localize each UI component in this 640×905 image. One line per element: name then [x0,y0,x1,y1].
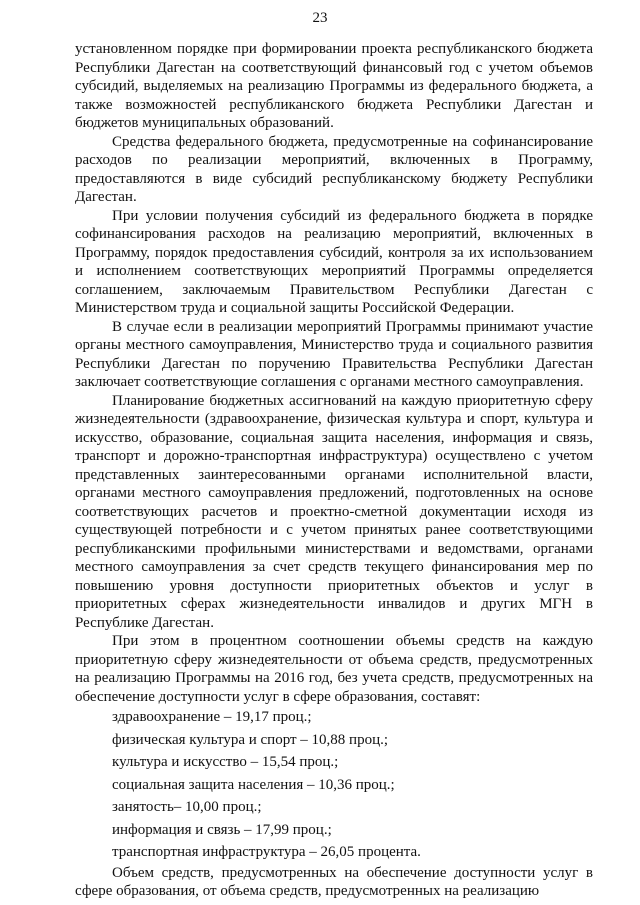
paragraph-6: При этом в процентном соотношении объемы средств на каждую приоритетную сферу жизнедеятельности от объема средств, предусмотренных на реализацию Программы на 2016 год, без учета средств, предусмотренных на обеспечение доступности услуг в сфере образования, составят: [75,633,593,705]
list-item: социальная защита населения – 10,36 проц.; [112,776,395,793]
paragraph-5: Планирование бюджетных ассигнований на каждую приоритетную сферу жизнедеятельности (здравоохранение, физическая культура и спорт, культура и искусство, образование, социальная защита населения, информация и связь, транспорт и дорожно-транспортная инфраструктура) осуществлено с учетом представленных заинтересованными органами исполнительной власти, органами местного самоуправления предложений, подготовленных на основе соответствующих расчетов и проектно-сметной документации исходя из существующей потребности и с учетом принятых ранее соответствующими республиканскими профильными министерствами и ведомствами, органами местного самоуправления за счет средств текущего финансирования мер по повышению уровня доступности приоритетных объектов и услуг в приоритетных сферах жизнедеятельности инвалидов и других МГН в Республике Дагестан. [75,392,593,631]
list-item: транспортная инфраструктура – 26,05 процента. [112,844,421,860]
list-item: информация и связь – 17,99 проц.; [112,821,332,838]
paragraph-1: установленном порядке при формировании проекта республиканского бюджета Республики Дагестан на соответствующий финансовый год с учетом объемов субсидий, выделяемых на реализацию Программы из федерального бюджета, а также возможностей республиканского бюджета Республики Дагестан и бюджетов муниципальных образований. [75,41,593,131]
page-number: 23 [312,10,328,26]
paragraph-4: В случае если в реализации мероприятий Программы принимают участие органы местного самоуправления, Министерство труда и социального развития Республики Дагестан по поручению Правительства Республики Дагестан заключает соответствующие соглашения с органами местного самоуправления. [75,318,593,390]
closing-paragraph: Объем средств, предусмотренных на обеспечение доступности услуг в сфере образования, от объема средств, предусмотренных на реализацию [75,864,593,899]
document-body [75,40,593,901]
paragraph-3: При условии получения субсидий из федерального бюджета в порядке софинансирования расходов на реализацию мероприятий, включенных в Программу, порядок предоставления субсидий, контроля за их использованием и исполнением соответствующих мероприятий Программы определяется соглашением, заключаемым Правительством Республики Дагестан с Министерством труда и социальной защиты Российской Федерации. [75,207,593,316]
list-item: культура и искусство – 15,54 проц.; [112,754,339,770]
list-item: здравоохранение – 19,17 проц.; [112,709,312,725]
list-item: физическая культура и спорт – 10,88 проц.; [112,731,389,748]
percentage-list [75,706,593,864]
paragraph-2: Средства федерального бюджета, предусмотренные на софинансирование расходов по реализации мероприятий, включенных в Программу, предоставляются в виде субсидий республиканскому бюджету Республики Дагестан. [75,133,593,205]
list-item: занятость– 10,00 проц.; [112,799,262,815]
